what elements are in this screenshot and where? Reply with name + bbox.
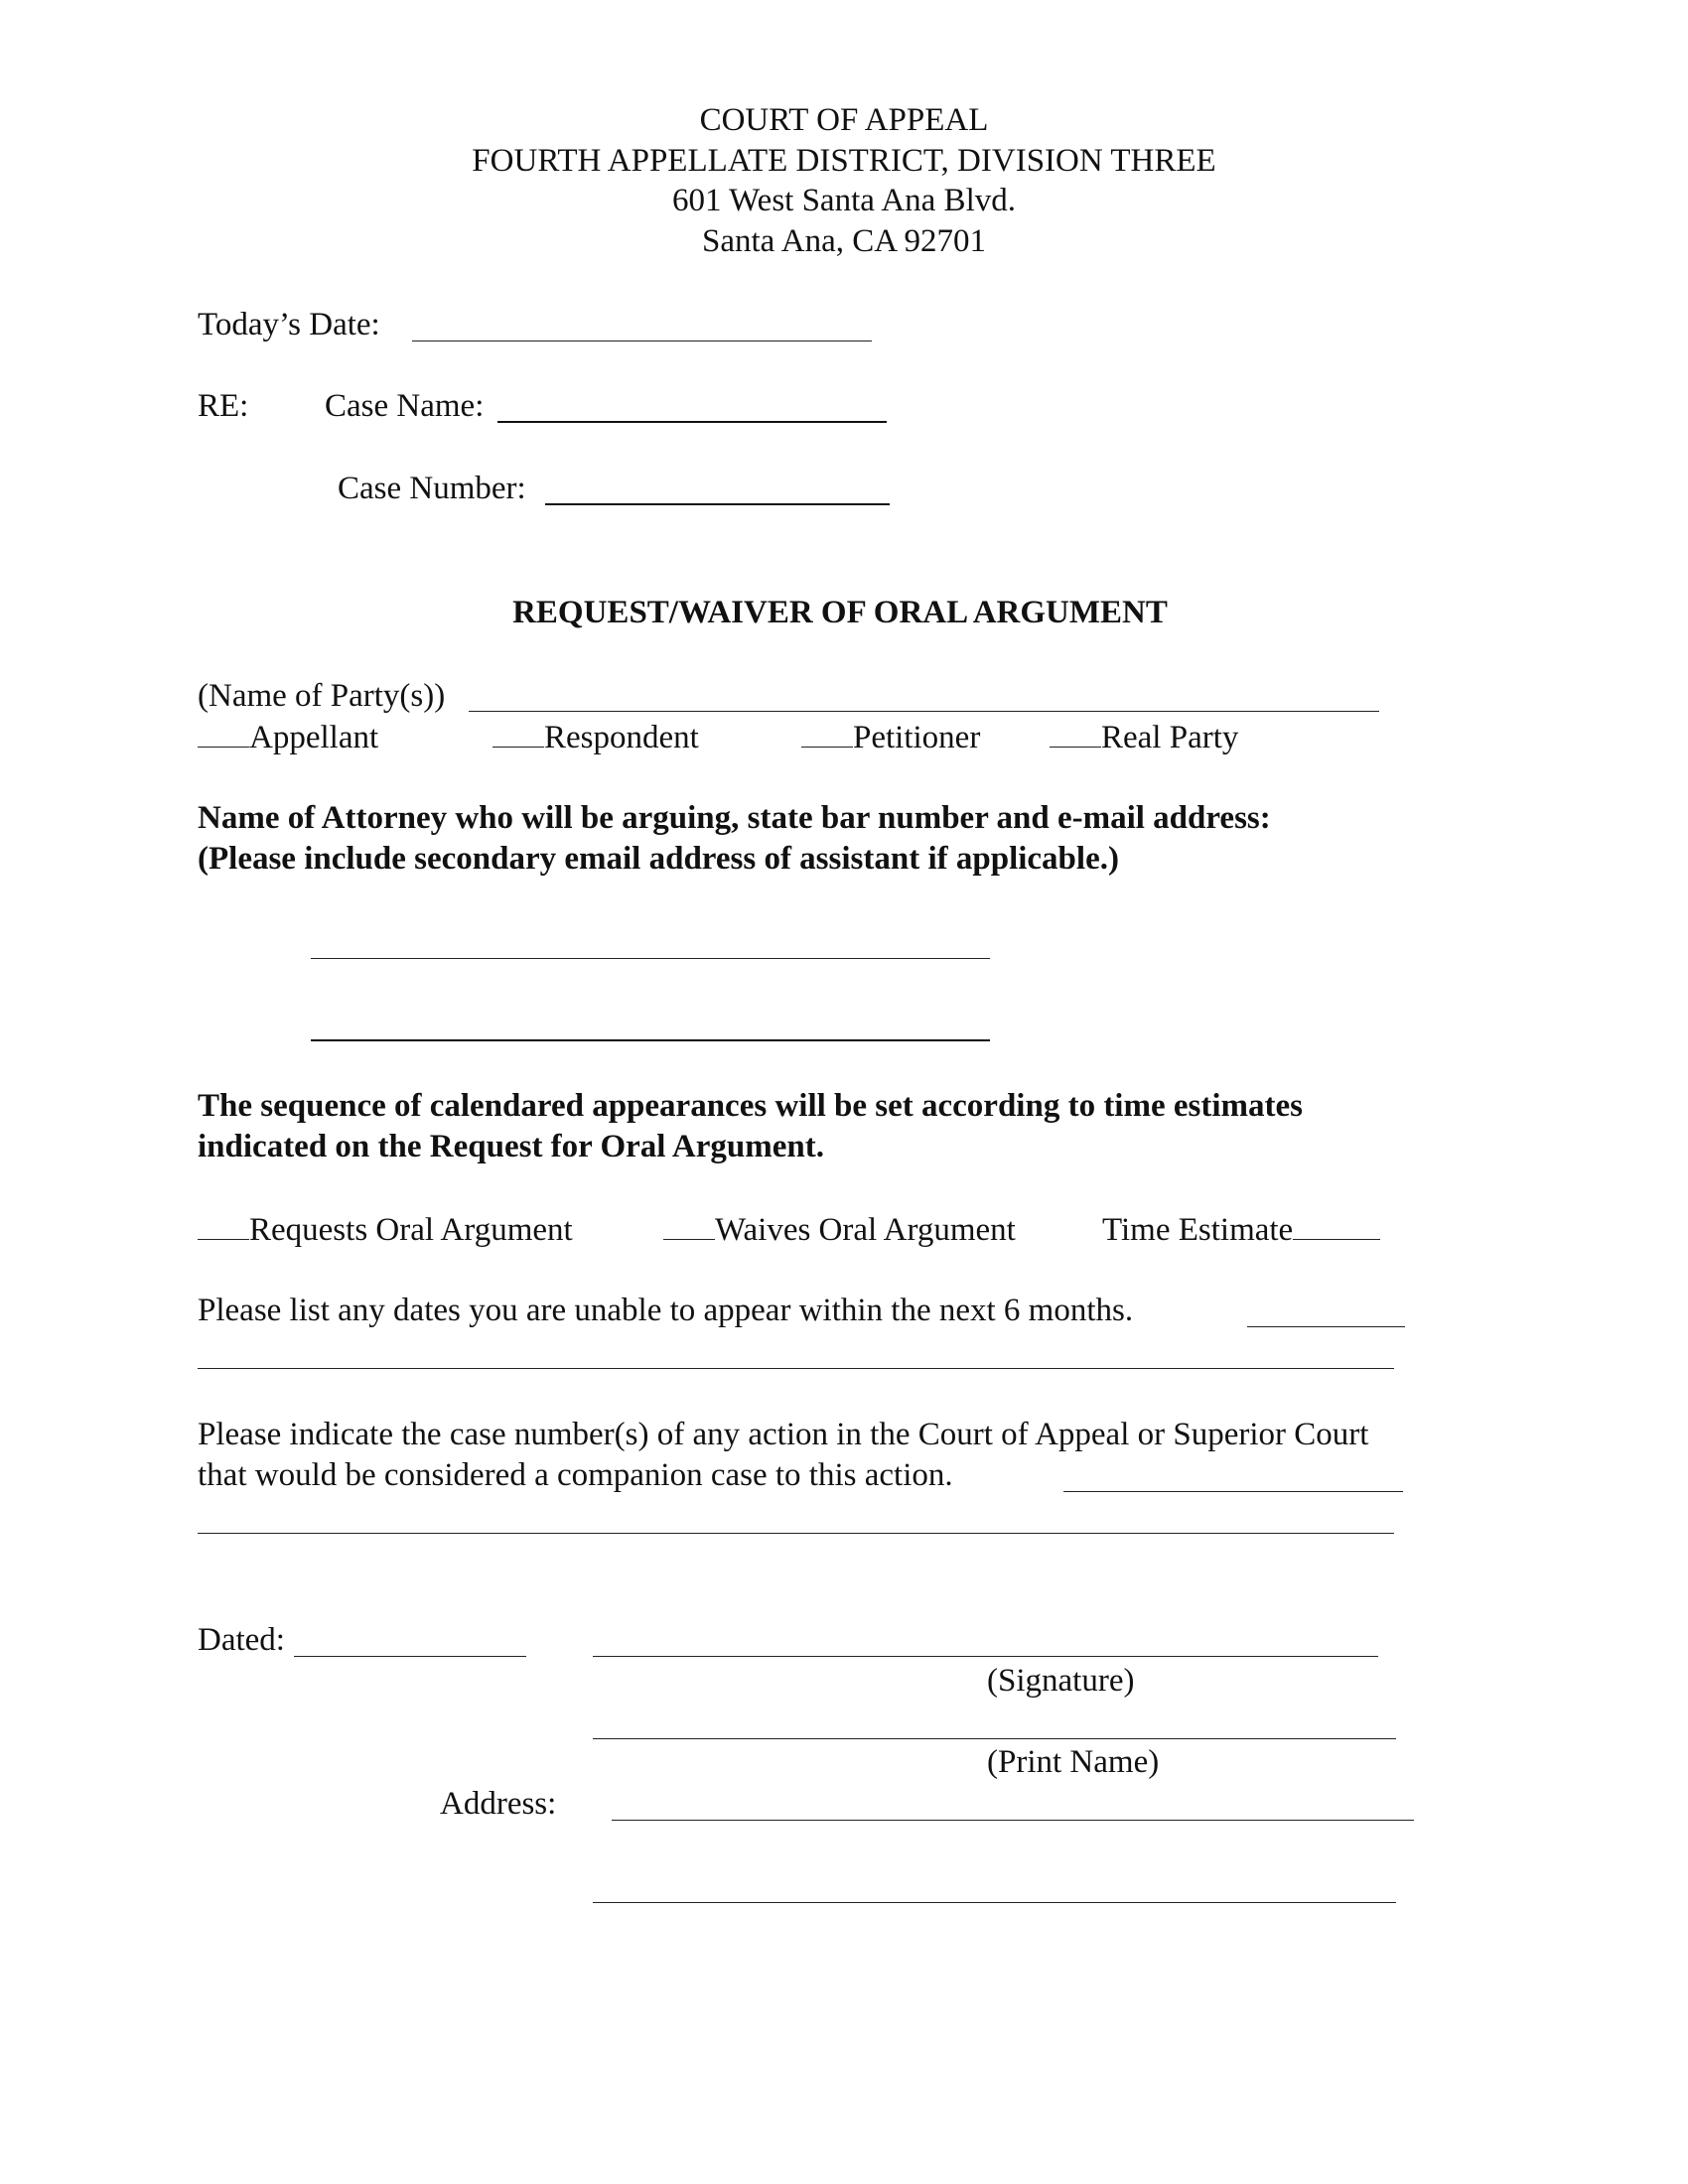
appellant-label: Appellant [249,720,379,755]
requests-oral-argument-checkbox[interactable] [198,1213,249,1240]
case-name-label: Case Name: [325,388,485,424]
sequence-statement-line1: The sequence of calendared appearances will be set according to time estimates [198,1088,1303,1124]
re-label: RE: [198,388,249,424]
unavailable-dates-field-2[interactable] [198,1368,1394,1369]
case-number-field[interactable] [545,503,890,505]
appellant-option[interactable] [198,721,378,754]
time-estimate-field[interactable] [1293,1213,1380,1240]
address-field-2[interactable] [593,1902,1396,1903]
print-name-caption: (Print Name) [987,1744,1160,1780]
time-estimate-label: Time Estimate [1102,1212,1294,1248]
attorney-info-field-1[interactable] [311,958,990,959]
respondent-option[interactable] [492,721,699,754]
unavailable-dates-prompt: Please list any dates you are unable to appear within the next 6 months. [198,1293,1134,1328]
appellant-checkbox[interactable] [198,721,249,748]
petitioner-label: Petitioner [853,720,981,755]
companion-case-prompt-line1: Please indicate the case number(s) of any action in the Court of Appeal or Superior Court [198,1417,1369,1452]
time-estimate-option[interactable] [1102,1213,1380,1247]
todays-date-label: Today’s Date: [198,307,380,342]
sequence-statement-line2: indicated on the Request for Oral Argument. [198,1129,824,1164]
court-city-address: Santa Ana, CA 92701 [702,223,986,259]
district-name: FOURTH APPELLATE DISTRICT, DIVISION THREE [472,143,1216,179]
requests-oral-argument-label: Requests Oral Argument [249,1212,573,1248]
form-title: REQUEST/WAIVER OF ORAL ARGUMENT [512,595,1168,630]
waives-oral-argument-label: Waives Oral Argument [715,1212,1016,1248]
case-name-field[interactable] [497,421,887,423]
court-street-address: 601 West Santa Ana Blvd. [672,183,1016,218]
companion-case-prompt-line2: that would be considered a companion case to this action. [198,1457,953,1493]
print-name-field[interactable] [593,1738,1396,1739]
party-name-field[interactable] [469,711,1379,712]
case-number-label: Case Number: [338,471,526,506]
court-name: COURT OF APPEAL [699,102,989,138]
address-label: Address: [440,1786,557,1822]
respondent-label: Respondent [544,720,699,755]
attorney-info-field-2[interactable] [311,1039,990,1041]
attorney-instruction-line2: (Please include secondary email address of assistant if applicable.) [198,841,1119,877]
real-party-option[interactable] [1050,721,1238,754]
signature-caption: (Signature) [987,1663,1135,1699]
companion-case-field-2[interactable] [198,1533,1394,1534]
companion-case-field-1[interactable] [1063,1491,1403,1492]
address-field-1[interactable] [612,1820,1414,1821]
waives-oral-argument-checkbox[interactable] [663,1213,715,1240]
real-party-checkbox[interactable] [1050,721,1101,748]
party-name-label: (Name of Party(s)) [198,678,446,714]
dated-field[interactable] [294,1656,526,1657]
respondent-checkbox[interactable] [492,721,544,748]
unavailable-dates-field-1[interactable] [1247,1326,1405,1327]
petitioner-checkbox[interactable] [801,721,853,748]
real-party-label: Real Party [1101,720,1239,755]
attorney-instruction-line1: Name of Attorney who will be arguing, state bar number and e-mail address: [198,800,1271,836]
dated-label: Dated: [198,1622,285,1658]
requests-oral-argument-option[interactable] [198,1213,573,1247]
waives-oral-argument-option[interactable] [663,1213,1016,1247]
petitioner-option[interactable] [801,721,980,754]
signature-field[interactable] [593,1656,1378,1657]
